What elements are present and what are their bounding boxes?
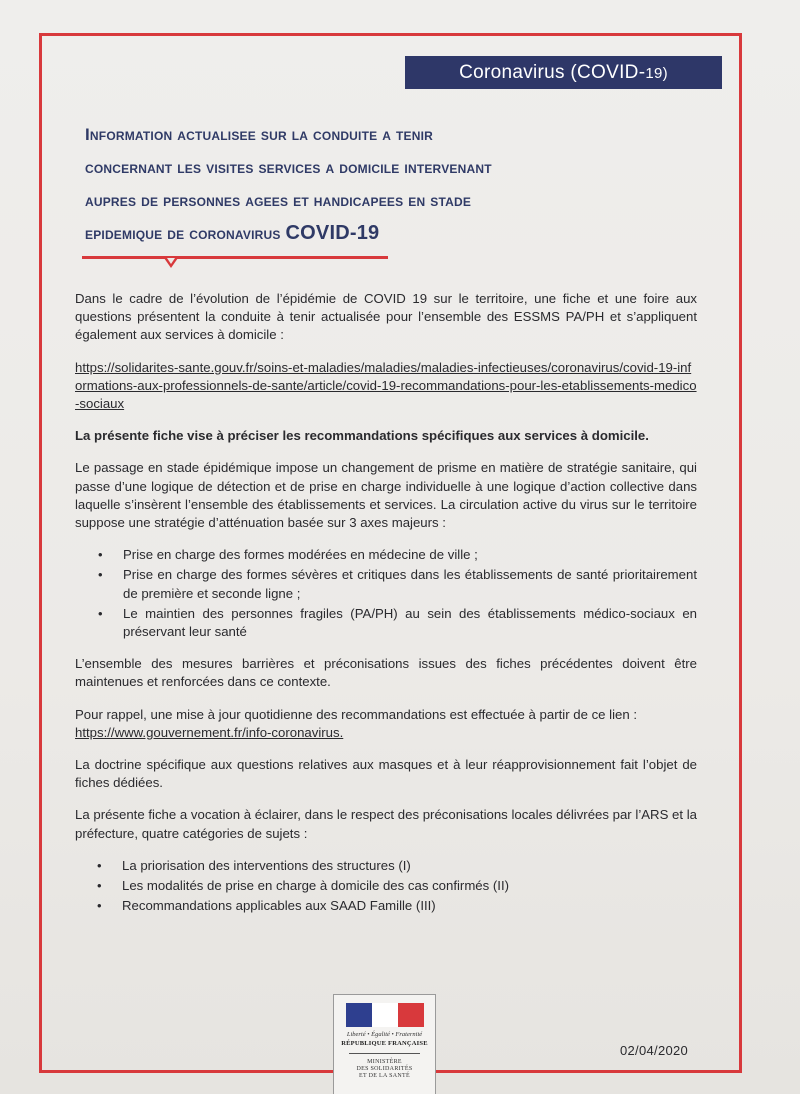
document-title bbox=[85, 118, 725, 250]
french-flag-icon bbox=[346, 1003, 424, 1027]
logo-ministry-line: DES SOLIDARITÉS bbox=[356, 1066, 413, 1072]
mesures-paragraph: L’ensemble des mesures barrières et préconisations issues des fiches précédentes doivent être maintenues et renforcées dans ce contexte. bbox=[75, 656, 697, 690]
logo-ministry bbox=[334, 1059, 435, 1080]
banner-label: Coronavirus (COVID- bbox=[459, 62, 646, 83]
list-item: • Prise en charge des formes sévères et critiques dans les établissements de santé prioritairement de première et seconde ligne ; bbox=[123, 566, 697, 602]
title-line: concernant les visites services a domicile intervenant bbox=[85, 158, 492, 177]
vocation-paragraph: La présente fiche a vocation à éclairer, dans le respect des préconisations locales délivrées par l’ARS et la préfecture, quatre catégories de sujets : bbox=[75, 807, 697, 841]
aim-paragraph: La présente fiche vise à préciser les recommandations spécifiques aux services à domicile. bbox=[75, 428, 649, 444]
list-item: • La priorisation des interventions des structures (I) bbox=[122, 857, 697, 875]
list-item: • Le maintien des personnes fragiles (PA/PH) au sein des établissements médico-sociaux en préservant leur santé bbox=[123, 605, 697, 641]
title-line: aupres de personnes agees et handicapees en stade bbox=[85, 191, 472, 210]
underline-notch-inner bbox=[167, 258, 175, 264]
banner-label-number: 19) bbox=[645, 65, 668, 82]
covid-banner bbox=[405, 56, 722, 89]
list-item: • Recommandations applicables aux SAAD Famille (III) bbox=[122, 897, 697, 915]
logo-ministry-line: MINISTÈRE bbox=[367, 1059, 402, 1065]
masques-paragraph: La doctrine spécifique aux questions relatives aux masques et à leur réapprovisionnement fait l’objet de fiches dédiées. bbox=[75, 757, 697, 791]
solidarites-sante-link[interactable]: https://solidarites-sante.gouv.fr/soins-et-maladies/maladies/maladies-infectieuses/coronavirus/covid-19-informations-aux-professionnels-de-sante/article/covid-19-recommandations-pour-les-etablissements-medico-sociaux bbox=[75, 359, 697, 412]
gouvernement-link[interactable]: https://www.gouvernement.fr/info-coronavirus. bbox=[75, 724, 344, 740]
rappel-text: Pour rappel, une mise à jour quotidienne des recommandations est effectuée à partir de ce lien : bbox=[75, 706, 638, 722]
axes-list bbox=[75, 546, 697, 641]
intro-paragraph: Dans le cadre de l’évolution de l’épidémie de COVID 19 sur le territoire, une fiche et une foire aux questions présentent la conduite à tenir actualisée pour l’ensemble des ESSMS PA/PH et s’appliquent également aux services à domicile : bbox=[75, 291, 697, 343]
title-underline bbox=[82, 256, 388, 259]
list-item: • Les modalités de prise en charge à domicile des cas confirmés (II) bbox=[122, 877, 697, 895]
document-body bbox=[75, 290, 697, 929]
ministry-logo bbox=[333, 994, 436, 1094]
title-line bbox=[85, 217, 725, 250]
list-item: • Prise en charge des formes modérées en médecine de ville ; bbox=[123, 546, 697, 564]
passage-paragraph: Le passage en stade épidémique impose un changement de prisme en matière de stratégie sanitaire, qui passe d’une logique de détection et de prise en charge individuelle à une logique d’action collective dans laquelle s’insèrent l’ensemble des établissements et services. La circulation active du virus sur le territoire suppose une stratégie d’atténuation basée sur 3 axes majeurs : bbox=[75, 460, 697, 531]
title-line-text: epidemique de coronavirus bbox=[85, 224, 281, 243]
rappel-paragraph bbox=[75, 706, 697, 742]
logo-motto: Liberté • Égalité • Fraternité bbox=[346, 1031, 423, 1038]
sujets-list bbox=[75, 857, 697, 916]
document-date: 02/04/2020 bbox=[620, 1043, 689, 1058]
title-emphasis: COVID-19 bbox=[285, 222, 380, 244]
logo-republic: RÉPUBLIQUE FRANÇAISE bbox=[341, 1040, 428, 1047]
logo-divider bbox=[349, 1053, 420, 1054]
title-line: Information actualisee sur la conduite a tenir bbox=[85, 125, 434, 144]
logo-ministry-line: ET DE LA SANTÉ bbox=[359, 1073, 410, 1079]
